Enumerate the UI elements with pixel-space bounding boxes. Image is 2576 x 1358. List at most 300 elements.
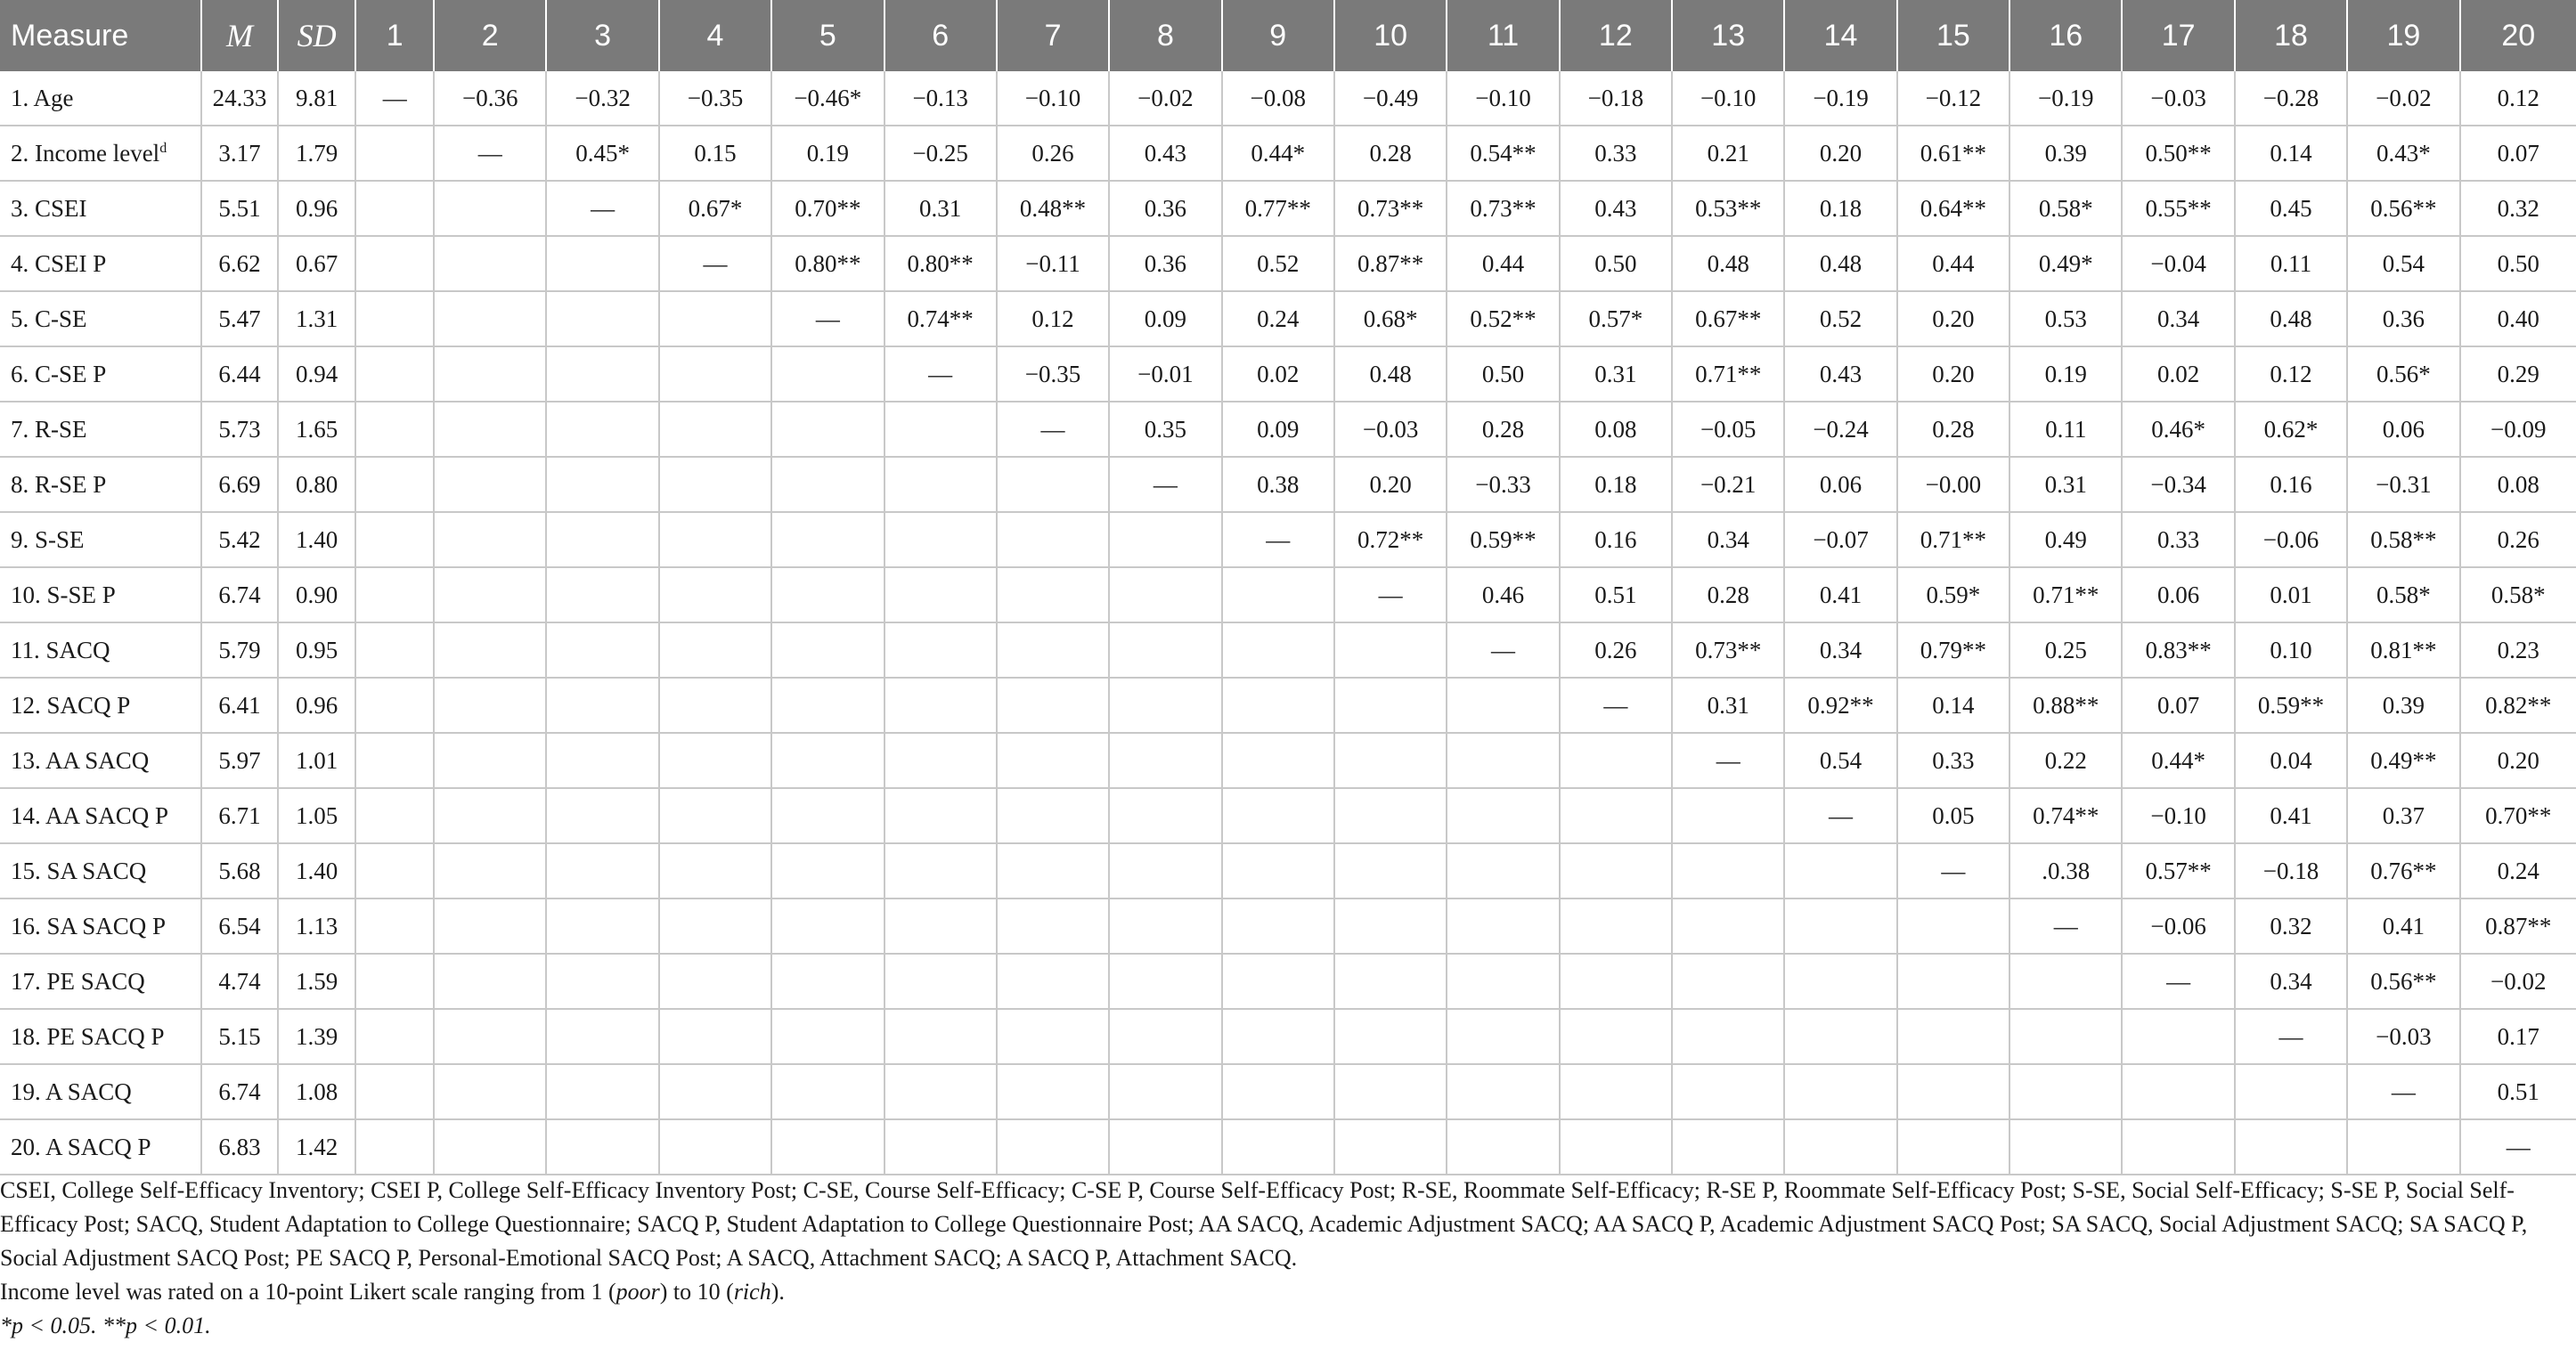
table-row — [0, 346, 2576, 402]
value-cell — [2009, 1009, 2122, 1064]
value-cell: 0.26 — [997, 126, 1109, 181]
income-note-prefix: Income level was rated on a 10-point Likert scale ranging from 1 ( — [0, 1279, 616, 1305]
value-cell — [659, 733, 771, 788]
value-cell — [997, 622, 1109, 678]
value-cell — [434, 788, 546, 843]
value-cell — [771, 622, 884, 678]
value-cell — [659, 402, 771, 457]
value-cell: 6.41 — [201, 678, 278, 733]
value-cell: 0.58* — [2347, 567, 2459, 622]
value-cell — [884, 1009, 997, 1064]
value-cell: 0.36 — [1109, 181, 1221, 236]
value-cell — [997, 512, 1109, 567]
value-cell — [355, 954, 434, 1009]
value-cell: −0.33 — [1447, 457, 1559, 512]
value-cell — [997, 733, 1109, 788]
value-cell — [355, 346, 434, 402]
value-cell: — — [1784, 788, 1896, 843]
value-cell: 0.46 — [1447, 567, 1559, 622]
table-row — [0, 181, 2576, 236]
value-cell — [546, 236, 658, 291]
value-cell: −0.19 — [2009, 71, 2122, 126]
value-cell: 6.71 — [201, 788, 278, 843]
value-cell — [1672, 899, 1784, 954]
value-cell — [355, 899, 434, 954]
value-cell: 0.58* — [2009, 181, 2122, 236]
value-cell: 4.74 — [201, 954, 278, 1009]
value-cell — [1560, 843, 1672, 899]
value-cell: 1.42 — [278, 1119, 356, 1175]
value-cell: 0.50 — [1447, 346, 1559, 402]
value-cell: 0.12 — [997, 291, 1109, 346]
value-cell — [884, 402, 997, 457]
income-note-rich: rich — [733, 1279, 771, 1305]
value-cell: 0.71** — [2009, 567, 2122, 622]
abbreviations-note: CSEI, College Self-Efficacy Inventory; CSEI P, College Self-Efficacy Inventory Post; C-SE, Course Self-Efficacy; C-SE P, Course Self-Efficacy Post; R-SE, Roommate Self-Efficacy; R-SE P, Roommate Self-Efficacy Post; S-SE, Social Self-Efficacy; S-SE P, Social Self-Efficacy Post; SACQ, Student Adaptation to College Questionnaire; SACQ P, Student Adaptation to College Questionnaire Post; AA SACQ, Academic Adjustment SACQ; AA SACQ P, Academic Adjustment SACQ Post; SA SACQ, Social Adjustment SACQ; SA SACQ P, Social Adjustment SACQ Post; PE SACQ P, Personal-Emotional SACQ Post; A SACQ, Attachment SACQ; A SACQ P, Attachment SACQ. — [0, 1177, 2528, 1271]
value-cell: 0.41 — [1784, 567, 1896, 622]
value-cell: −0.10 — [1447, 71, 1559, 126]
value-cell — [884, 567, 997, 622]
value-cell: 0.58** — [2347, 512, 2459, 567]
table-notes — [0, 1174, 2565, 1343]
value-cell — [355, 1009, 434, 1064]
value-cell: 5.42 — [201, 512, 278, 567]
value-cell: — — [2460, 1119, 2576, 1175]
value-cell — [884, 512, 997, 567]
value-cell: −0.36 — [434, 71, 546, 126]
value-cell: 1.31 — [278, 291, 356, 346]
header-col-19: 19 — [2347, 0, 2459, 71]
table-row — [0, 622, 2576, 678]
value-cell — [355, 733, 434, 788]
value-cell: −0.10 — [1672, 71, 1784, 126]
value-cell: 6.69 — [201, 457, 278, 512]
table-header — [0, 0, 2576, 71]
value-cell: 0.41 — [2235, 788, 2347, 843]
value-cell: 0.44* — [2122, 733, 2234, 788]
value-cell — [1222, 567, 1334, 622]
value-cell: — — [1560, 678, 1672, 733]
value-cell: — — [997, 402, 1109, 457]
value-cell: 0.31 — [1672, 678, 1784, 733]
value-cell: 1.79 — [278, 126, 356, 181]
value-cell: −0.18 — [1560, 71, 1672, 126]
value-cell — [355, 236, 434, 291]
value-cell — [884, 1064, 997, 1119]
value-cell: −0.10 — [997, 71, 1109, 126]
value-cell: 3.17 — [201, 126, 278, 181]
value-cell: 0.80** — [884, 236, 997, 291]
header-col-7: 7 — [997, 0, 1109, 71]
header-measure: Measure — [0, 0, 201, 71]
value-cell — [997, 1009, 1109, 1064]
value-cell: 9.81 — [278, 71, 356, 126]
value-cell: 0.67** — [1672, 291, 1784, 346]
value-cell: 1.59 — [278, 954, 356, 1009]
value-cell — [1447, 678, 1559, 733]
value-cell — [1560, 1119, 1672, 1175]
value-cell: 5.79 — [201, 622, 278, 678]
value-cell: 0.32 — [2460, 181, 2576, 236]
value-cell: 0.40 — [2460, 291, 2576, 346]
value-cell: 0.18 — [1784, 181, 1896, 236]
value-cell — [2009, 1119, 2122, 1175]
value-cell — [546, 291, 658, 346]
value-cell: 0.49** — [2347, 733, 2459, 788]
measure-cell: 9. S-SE — [0, 512, 201, 567]
value-cell — [434, 1009, 546, 1064]
value-cell: 0.34 — [2235, 954, 2347, 1009]
value-cell: 0.39 — [2347, 678, 2459, 733]
value-cell — [1447, 733, 1559, 788]
value-cell: 0.34 — [1784, 622, 1896, 678]
value-cell — [546, 843, 658, 899]
value-cell — [546, 622, 658, 678]
value-cell — [355, 678, 434, 733]
value-cell — [434, 457, 546, 512]
value-cell — [2122, 1064, 2234, 1119]
header-col-3: 3 — [546, 0, 658, 71]
value-cell — [997, 899, 1109, 954]
value-cell: −0.02 — [2460, 954, 2576, 1009]
value-cell: 0.48** — [997, 181, 1109, 236]
value-cell — [659, 1009, 771, 1064]
value-cell — [771, 457, 884, 512]
value-cell — [1672, 1119, 1784, 1175]
value-cell — [2347, 1119, 2459, 1175]
value-cell — [1560, 1064, 1672, 1119]
value-cell: 0.51 — [2460, 1064, 2576, 1119]
measure-cell: 3. CSEI — [0, 181, 201, 236]
value-cell: — — [2235, 1009, 2347, 1064]
value-cell — [659, 843, 771, 899]
value-cell: −0.11 — [997, 236, 1109, 291]
value-cell: 0.55** — [2122, 181, 2234, 236]
value-cell — [659, 1064, 771, 1119]
measure-cell: 13. AA SACQ — [0, 733, 201, 788]
value-cell — [434, 346, 546, 402]
value-cell: 0.49* — [2009, 236, 2122, 291]
value-cell — [1109, 1064, 1221, 1119]
value-cell — [434, 402, 546, 457]
value-cell: −0.02 — [1109, 71, 1221, 126]
value-cell: 0.24 — [2460, 843, 2576, 899]
header-col-20: 20 — [2460, 0, 2576, 71]
header-m: M — [201, 0, 278, 71]
value-cell — [884, 843, 997, 899]
value-cell: 0.71** — [1897, 512, 2009, 567]
value-cell: 6.54 — [201, 899, 278, 954]
value-cell: 0.33 — [1560, 126, 1672, 181]
value-cell — [1334, 954, 1447, 1009]
value-cell: 1.39 — [278, 1009, 356, 1064]
value-cell — [546, 733, 658, 788]
value-cell: 0.77** — [1222, 181, 1334, 236]
value-cell — [355, 457, 434, 512]
value-cell: 0.45 — [2235, 181, 2347, 236]
value-cell: 0.34 — [2122, 291, 2234, 346]
value-cell: 0.70** — [771, 181, 884, 236]
value-cell: 5.73 — [201, 402, 278, 457]
table-row — [0, 291, 2576, 346]
value-cell: 0.26 — [2460, 512, 2576, 567]
value-cell: −0.00 — [1897, 457, 2009, 512]
value-cell: 6.44 — [201, 346, 278, 402]
table-row — [0, 678, 2576, 733]
value-cell — [771, 402, 884, 457]
value-cell: −0.09 — [2460, 402, 2576, 457]
value-cell: — — [434, 126, 546, 181]
value-cell: 0.31 — [1560, 346, 1672, 402]
value-cell: 0.59** — [2235, 678, 2347, 733]
header-col-14: 14 — [1784, 0, 1896, 71]
measure-cell: 12. SACQ P — [0, 678, 201, 733]
value-cell — [1672, 1009, 1784, 1064]
value-cell — [659, 512, 771, 567]
table-row — [0, 1009, 2576, 1064]
income-note-suffix: ). — [770, 1279, 785, 1305]
value-cell — [546, 1119, 658, 1175]
value-cell: 0.41 — [2347, 899, 2459, 954]
value-cell: 0.76** — [2347, 843, 2459, 899]
header-col-16: 16 — [2009, 0, 2122, 71]
value-cell: −0.05 — [1672, 402, 1784, 457]
value-cell: −0.34 — [2122, 457, 2234, 512]
measure-cell: 11. SACQ — [0, 622, 201, 678]
value-cell — [1109, 622, 1221, 678]
measure-cell: 4. CSEI P — [0, 236, 201, 291]
value-cell: 0.54** — [1447, 126, 1559, 181]
value-cell: 0.20 — [2460, 733, 2576, 788]
value-cell — [1222, 1119, 1334, 1175]
value-cell: — — [1447, 622, 1559, 678]
value-cell: 0.57** — [2122, 843, 2234, 899]
value-cell: 1.08 — [278, 1064, 356, 1119]
value-cell: 0.52 — [1222, 236, 1334, 291]
value-cell: 0.49 — [2009, 512, 2122, 567]
value-cell: 0.05 — [1897, 788, 2009, 843]
value-cell: 1.05 — [278, 788, 356, 843]
value-cell: 0.53** — [1672, 181, 1784, 236]
value-cell: 0.88** — [2009, 678, 2122, 733]
value-cell: 0.17 — [2460, 1009, 2576, 1064]
value-cell: 0.67 — [278, 236, 356, 291]
value-cell: 0.43 — [1560, 181, 1672, 236]
value-cell: −0.32 — [546, 71, 658, 126]
value-cell — [1109, 567, 1221, 622]
value-cell: 0.22 — [2009, 733, 2122, 788]
measure-cell: 14. AA SACQ P — [0, 788, 201, 843]
value-cell: 0.34 — [1672, 512, 1784, 567]
value-cell — [355, 402, 434, 457]
value-cell — [2009, 954, 2122, 1009]
measure-cell: 15. SA SACQ — [0, 843, 201, 899]
value-cell — [884, 954, 997, 1009]
value-cell — [546, 457, 658, 512]
value-cell: 0.48 — [1784, 236, 1896, 291]
value-cell — [1222, 899, 1334, 954]
value-cell — [434, 236, 546, 291]
value-cell — [546, 954, 658, 1009]
value-cell: — — [1109, 457, 1221, 512]
measure-cell: 8. R-SE P — [0, 457, 201, 512]
value-cell: 0.61** — [1897, 126, 2009, 181]
value-cell — [1334, 899, 1447, 954]
value-cell: 0.73** — [1447, 181, 1559, 236]
value-cell: 0.54 — [2347, 236, 2459, 291]
value-cell — [1334, 788, 1447, 843]
value-cell: 0.57* — [1560, 291, 1672, 346]
value-cell: 0.79** — [1897, 622, 2009, 678]
value-cell: — — [659, 236, 771, 291]
measure-cell: 16. SA SACQ P — [0, 899, 201, 954]
table-row — [0, 1064, 2576, 1119]
value-cell — [659, 899, 771, 954]
value-cell — [884, 622, 997, 678]
header-col-13: 13 — [1672, 0, 1784, 71]
value-cell — [1672, 1064, 1784, 1119]
value-cell: 5.47 — [201, 291, 278, 346]
value-cell: 0.83** — [2122, 622, 2234, 678]
value-cell: 0.20 — [1334, 457, 1447, 512]
value-cell — [1784, 843, 1896, 899]
value-cell: — — [884, 346, 997, 402]
header-col-2: 2 — [434, 0, 546, 71]
table-row — [0, 71, 2576, 126]
value-cell: 0.46* — [2122, 402, 2234, 457]
value-cell: 5.97 — [201, 733, 278, 788]
income-note — [0, 1275, 2565, 1309]
value-cell: 0.26 — [1560, 622, 1672, 678]
value-cell — [355, 181, 434, 236]
value-cell: — — [546, 181, 658, 236]
header-col-1: 1 — [355, 0, 434, 71]
value-cell — [771, 1119, 884, 1175]
value-cell: 1.01 — [278, 733, 356, 788]
value-cell: 0.20 — [1897, 346, 2009, 402]
value-cell — [1447, 788, 1559, 843]
header-col-15: 15 — [1897, 0, 2009, 71]
value-cell: 0.29 — [2460, 346, 2576, 402]
value-cell — [434, 843, 546, 899]
value-cell: −0.31 — [2347, 457, 2459, 512]
table-row — [0, 1119, 2576, 1175]
value-cell: 0.07 — [2122, 678, 2234, 733]
value-cell — [1109, 1119, 1221, 1175]
table-row — [0, 954, 2576, 1009]
value-cell: 0.68* — [1334, 291, 1447, 346]
value-cell: 0.20 — [1897, 291, 2009, 346]
value-cell: 0.73** — [1334, 181, 1447, 236]
value-cell — [1222, 622, 1334, 678]
value-cell — [659, 291, 771, 346]
value-cell: −0.13 — [884, 71, 997, 126]
value-cell: −0.03 — [1334, 402, 1447, 457]
value-cell: −0.35 — [659, 71, 771, 126]
value-cell: 0.48 — [1334, 346, 1447, 402]
value-cell: 0.06 — [2347, 402, 2459, 457]
header-col-18: 18 — [2235, 0, 2347, 71]
value-cell: 0.87** — [2460, 899, 2576, 954]
value-cell — [1560, 954, 1672, 1009]
value-cell: 1.65 — [278, 402, 356, 457]
value-cell: 0.43 — [1109, 126, 1221, 181]
value-cell: 1.40 — [278, 512, 356, 567]
value-cell: 5.68 — [201, 843, 278, 899]
value-cell: 0.36 — [1109, 236, 1221, 291]
value-cell — [771, 512, 884, 567]
value-cell: 24.33 — [201, 71, 278, 126]
value-cell — [997, 567, 1109, 622]
value-cell: −0.21 — [1672, 457, 1784, 512]
value-cell — [997, 457, 1109, 512]
value-cell: 0.31 — [884, 181, 997, 236]
value-cell: −0.19 — [1784, 71, 1896, 126]
value-cell: — — [2347, 1064, 2459, 1119]
value-cell — [546, 788, 658, 843]
measure-cell: 5. C-SE — [0, 291, 201, 346]
value-cell: 0.52 — [1784, 291, 1896, 346]
value-cell: 0.16 — [2235, 457, 2347, 512]
value-cell — [1897, 1064, 2009, 1119]
value-cell — [1897, 1009, 2009, 1064]
value-cell: 0.11 — [2235, 236, 2347, 291]
table-row — [0, 512, 2576, 567]
measure-cell: 18. PE SACQ P — [0, 1009, 201, 1064]
measure-cell: 7. R-SE — [0, 402, 201, 457]
value-cell — [434, 1064, 546, 1119]
value-cell: 0.44* — [1222, 126, 1334, 181]
table-row — [0, 236, 2576, 291]
value-cell — [1897, 954, 2009, 1009]
value-cell — [884, 1119, 997, 1175]
value-cell: 0.21 — [1672, 126, 1784, 181]
value-cell — [659, 622, 771, 678]
value-cell: −0.03 — [2347, 1009, 2459, 1064]
value-cell — [1222, 678, 1334, 733]
value-cell — [1109, 512, 1221, 567]
value-cell — [659, 346, 771, 402]
value-cell — [1222, 1009, 1334, 1064]
income-note-poor: poor — [615, 1279, 660, 1305]
value-cell: 0.11 — [2009, 402, 2122, 457]
significance-text: *p < 0.05. **p < 0.01. — [0, 1313, 211, 1338]
value-cell: 6.62 — [201, 236, 278, 291]
value-cell — [434, 678, 546, 733]
value-cell — [355, 512, 434, 567]
value-cell — [771, 1064, 884, 1119]
value-cell: 0.02 — [2122, 346, 2234, 402]
value-cell: 0.14 — [2235, 126, 2347, 181]
value-cell: 0.81** — [2347, 622, 2459, 678]
value-cell — [997, 1064, 1109, 1119]
value-cell — [2235, 1064, 2347, 1119]
value-cell: 0.96 — [278, 678, 356, 733]
value-cell — [355, 622, 434, 678]
value-cell: 6.74 — [201, 567, 278, 622]
value-cell: 0.56** — [2347, 181, 2459, 236]
value-cell — [1222, 788, 1334, 843]
value-cell — [997, 678, 1109, 733]
value-cell: 0.12 — [2460, 71, 2576, 126]
value-cell — [434, 1119, 546, 1175]
value-cell — [771, 1009, 884, 1064]
value-cell — [771, 678, 884, 733]
value-cell — [434, 899, 546, 954]
value-cell — [355, 788, 434, 843]
value-cell — [884, 678, 997, 733]
value-cell: 0.53 — [2009, 291, 2122, 346]
